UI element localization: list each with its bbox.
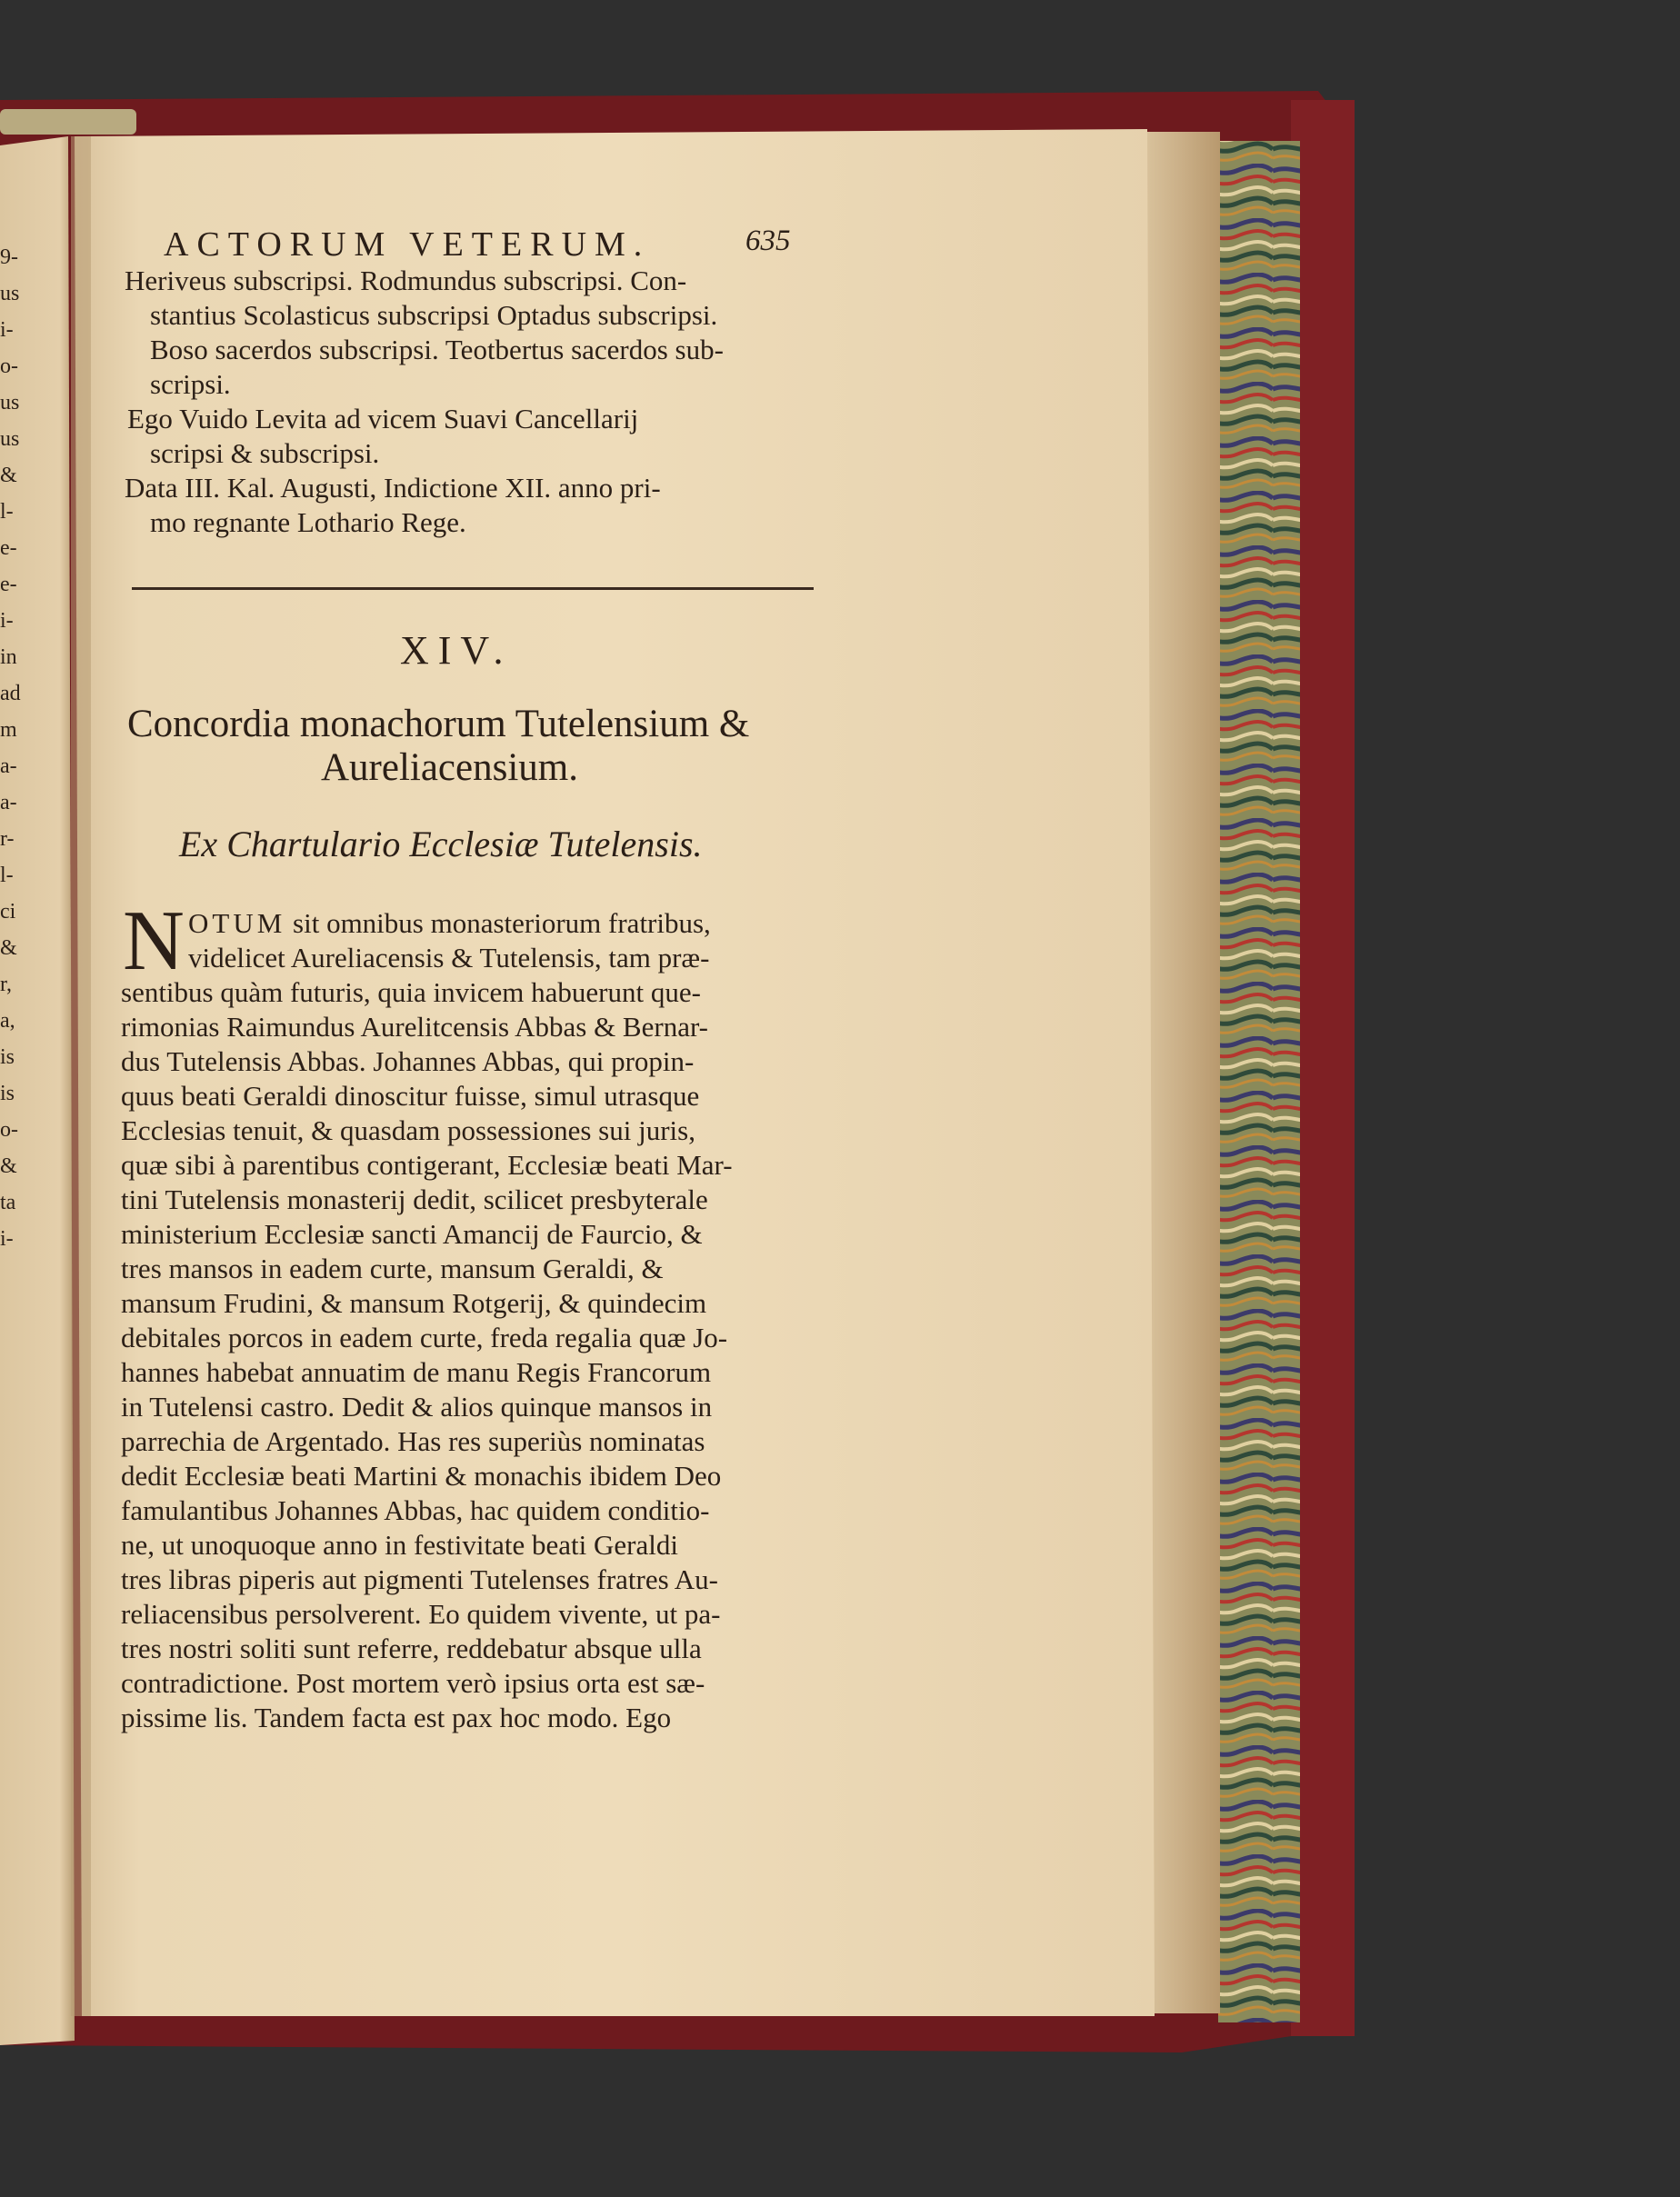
source-subtitle: Ex Chartulario Ecclesiæ Tutelensis. — [179, 824, 703, 864]
section-number: XIV. — [400, 628, 513, 673]
text-line: tres nostri soliti sunt referre, reddebatur absque ulla — [121, 1633, 702, 1664]
text-line: tres mansos in eadem curte, mansum Geraldi, & — [121, 1253, 664, 1284]
facing-page-fragment: i- — [0, 1227, 14, 1251]
facing-page-fragment: in — [0, 645, 17, 669]
headband — [0, 109, 136, 135]
text-line: Data III. Kal. Augusti, Indictione XII. anno pri- — [125, 472, 661, 504]
first-line-rest: sit omnibus monasteriorum fratribus, — [293, 907, 711, 939]
facing-page-fragment: ad — [0, 682, 21, 705]
cover-edge — [1291, 100, 1355, 2036]
facing-page-fragment: 9- — [0, 245, 18, 269]
facing-page-fragment: l- — [0, 864, 14, 887]
text-line: videlicet Aureliacensis & Tutelensis, tam præ- — [188, 942, 710, 974]
text-line: ne, ut unoquoque anno in festivitate beati Geraldi — [121, 1529, 678, 1561]
section-title-line2: Aureliacensium. — [321, 746, 578, 789]
text-line: rimonias Raimundus Aurelitcensis Abbas & Bernar- — [121, 1011, 708, 1043]
facing-page-fragment: & — [0, 1154, 17, 1178]
facing-page-fragment: m — [0, 718, 17, 742]
text-line: Boso sacerdos subscripsi. Teotbertus sacerdos sub- — [150, 334, 724, 365]
first-word-small-caps: OTUM — [188, 907, 286, 939]
text-line: hannes habebat annuatim de manu Regis Francorum — [121, 1356, 712, 1388]
facing-page-fragment: ci — [0, 900, 16, 924]
text-line: ministerium Ecclesiæ sancti Amancij de Faurcio, & — [121, 1218, 703, 1250]
facing-page-fragment: i- — [0, 318, 14, 342]
text-line: reliacensibus persolverent. Eo quidem vivente, ut pa- — [121, 1598, 721, 1630]
text-line: parrechia de Argentado. Has res superiùs nominatas — [121, 1425, 705, 1457]
section-title-line1: Concordia monachorum Tutelensium & — [127, 703, 750, 745]
text-line: stantius Scolasticus subscripsi Optadus subscripsi. — [150, 299, 718, 331]
page-number: 635 — [745, 225, 791, 257]
facing-page-fragment: i- — [0, 609, 14, 633]
facing-page-fragment: r, — [0, 973, 13, 996]
text-line: quus beati Geraldi dinoscitur fuisse, simul utrasque — [121, 1080, 700, 1112]
facing-page-fragment: a, — [0, 1009, 15, 1033]
text-line: dus Tutelensis Abbas. Johannes Abbas, qui propin- — [121, 1045, 695, 1077]
facing-page-fragment: ta — [0, 1191, 16, 1214]
facing-page-fragment: a- — [0, 791, 17, 814]
running-title: ACTORUM VETERUM. — [164, 225, 651, 264]
text-line: famulantibus Johannes Abbas, hac quidem conditio- — [121, 1494, 710, 1526]
text-line: in Tutelensi castro. Dedit & alios quinque mansos in — [121, 1391, 713, 1423]
text-line: scripsi. — [150, 368, 231, 400]
text-line: mansum Frudini, & mansum Rotgerij, & quindecim — [121, 1287, 707, 1319]
facing-page-fragment: is — [0, 1082, 15, 1105]
text-line: quæ sibi à parentibus contigerant, Ecclesiæ beati Mar- — [121, 1149, 733, 1181]
text-line: contradictione. Post mortem verò ipsius orta est sæ- — [121, 1667, 705, 1699]
page-block-edge — [1147, 132, 1220, 2013]
text-line — [188, 906, 711, 941]
facing-page-fragment: a- — [0, 754, 17, 778]
facing-page-fragment: e- — [0, 573, 17, 596]
facing-page-fragment: o- — [0, 355, 18, 378]
facing-page-fragment: us — [0, 427, 20, 451]
text-line: mo regnante Lothario Rege. — [150, 506, 466, 538]
facing-page-fragment: e- — [0, 536, 17, 560]
text-line: Ecclesias tenuit, & quasdam possessiones sui juris, — [121, 1114, 695, 1146]
text-line: debitales porcos in eadem curte, freda regalia quæ Jo- — [121, 1322, 728, 1353]
text-line: dedit Ecclesiæ beati Martini & monachis ibidem Deo — [121, 1460, 722, 1492]
facing-page-fragment: l- — [0, 500, 14, 524]
gutter-shadow — [71, 136, 91, 2016]
text-line: Ego Vuido Levita ad vicem Suavi Cancellarij — [127, 403, 639, 434]
facing-page-fragment: is — [0, 1045, 15, 1069]
facing-page-fragment: r- — [0, 827, 15, 851]
text-line: tini Tutelensis monasterij dedit, scilicet presbyterale — [121, 1183, 708, 1215]
marbled-fore-edge — [1218, 141, 1300, 2022]
facing-page-fragment: us — [0, 391, 20, 414]
printed-page — [123, 132, 1145, 2013]
text-line: Heriveus subscripsi. Rodmundus subscripsi. Con- — [125, 265, 687, 296]
text-line: tres libras piperis aut pigmenti Tutelenses fratres Au- — [121, 1563, 718, 1595]
text-line: scripsi & subscripsi. — [150, 437, 380, 469]
text-line: pissime lis. Tandem facta est pax hoc modo. Ego — [121, 1702, 672, 1733]
section-rule — [132, 587, 814, 590]
facing-page-fragment: & — [0, 464, 17, 487]
drop-cap: N — [123, 894, 185, 988]
facing-page-fragment: & — [0, 936, 17, 960]
text-line: sentibus quàm futuris, quia invicem habuerunt que- — [121, 976, 701, 1008]
facing-page-fragment: o- — [0, 1118, 18, 1142]
facing-page-fragment: us — [0, 282, 20, 305]
